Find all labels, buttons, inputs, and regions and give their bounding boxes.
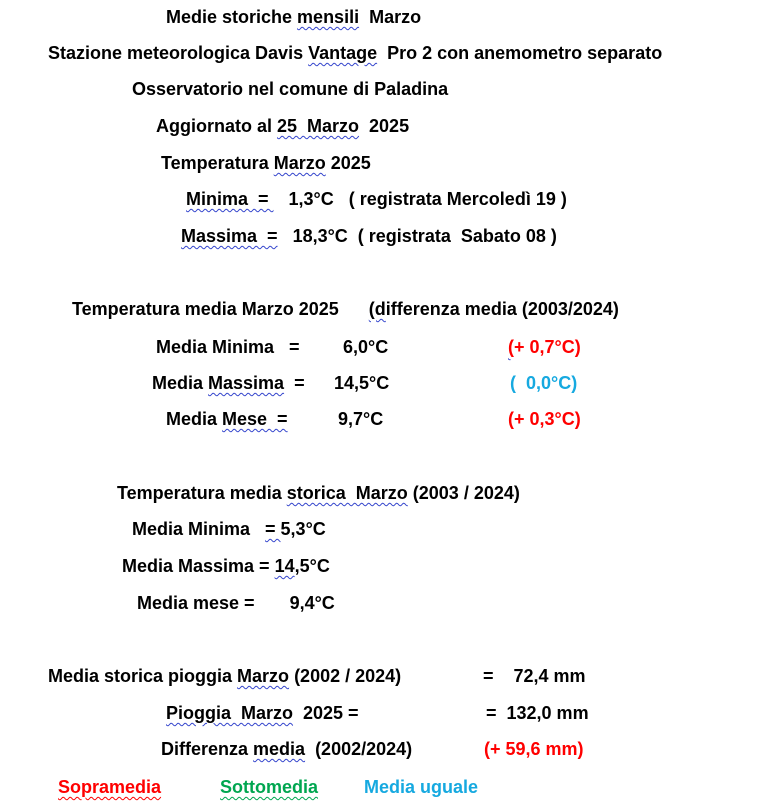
- rain-diff-label: [161, 738, 412, 760]
- historic-heading-part: storica Marzo: [286, 483, 408, 503]
- rain-current-label: [166, 702, 359, 724]
- legend-below: [220, 776, 318, 798]
- current-min-value: 1,3°C ( registrata Mercoledì 19 ): [273, 189, 567, 209]
- rain-part: Media storica pioggia: [48, 666, 238, 686]
- station-part: Pro 2 con anemometro separato: [377, 43, 663, 63]
- monthly-mean-diff: (+ 0,3°C): [508, 409, 581, 429]
- rain-part: 2025 =: [293, 703, 359, 723]
- legend-below-label: Sottomedia: [220, 777, 319, 797]
- rain-part: (2002 / 2024): [289, 666, 402, 686]
- historic-max-line: [122, 555, 330, 577]
- current-heading: [161, 152, 371, 174]
- rain-historic-label: [48, 665, 401, 687]
- current-heading-part: Marzo: [273, 153, 326, 173]
- updated-part: 25 Marzo: [277, 116, 360, 136]
- legend-equal: Media uguale: [364, 777, 479, 797]
- diff-lead: (: [508, 337, 514, 357]
- updated-line: [156, 115, 409, 137]
- label-part: Massima: [208, 373, 285, 393]
- current-min-label: Minima =: [186, 189, 274, 209]
- historic-max-value: ,5°C: [294, 556, 330, 576]
- title-part: Marzo: [359, 7, 422, 27]
- monthly-min-label: Media Minima =: [156, 337, 300, 357]
- historic-min-label: Media Minima: [132, 519, 266, 539]
- current-heading-part: Temperatura: [161, 153, 274, 173]
- monthly-max-diff: ( 0,0°C): [510, 373, 578, 393]
- current-heading-part: 2025: [325, 153, 371, 173]
- diff-rest: + 0,7°C): [514, 337, 581, 357]
- monthly-heading-part: Temperatura media Marzo 2025: [72, 299, 369, 319]
- historic-min-value: 5,3°C: [280, 519, 326, 539]
- historic-min-line: [132, 518, 326, 540]
- title-part: Medie storiche: [166, 7, 298, 27]
- legend-above-label: Sopramedia: [58, 777, 162, 797]
- rain-diff-value: (+ 59,6 mm): [484, 739, 584, 759]
- title-part: mensili: [297, 7, 360, 27]
- monthly-mean-label: [166, 408, 288, 430]
- historic-heading-part: Temperatura media: [117, 483, 287, 503]
- monthly-avg-heading: [72, 298, 619, 320]
- monthly-heading-part: ifferenza media (2003/2024): [385, 299, 619, 319]
- label-part: Media: [152, 373, 209, 393]
- station-part: Vantage: [308, 43, 378, 63]
- updated-part: Aggiornato al: [156, 116, 277, 136]
- observatory-line: Osservatorio nel comune di Paladina: [132, 79, 449, 99]
- monthly-min-diff: [508, 336, 581, 358]
- station-part: Stazione meteorologica Davis: [48, 43, 309, 63]
- label-part: Media: [166, 409, 223, 429]
- updated-part: 2025: [359, 116, 410, 136]
- current-min-line: [186, 188, 567, 210]
- monthly-heading-part: (d: [368, 299, 386, 319]
- label-part: Mese =: [222, 409, 288, 429]
- legend-above: [58, 776, 161, 798]
- historic-mean-line: Media mese = 9,4°C: [137, 593, 335, 613]
- rain-part: (2002/2024): [305, 739, 413, 759]
- historic-heading: [117, 482, 520, 504]
- monthly-mean-value: 9,7°C: [338, 409, 384, 429]
- page-title: [166, 6, 421, 28]
- historic-heading-part: (2003 / 2024): [407, 483, 520, 503]
- rain-part: media: [253, 739, 306, 759]
- monthly-min-value: 6,0°C: [343, 337, 389, 357]
- rain-current-value: = 132,0 mm: [486, 703, 589, 723]
- rain-part: Marzo: [237, 666, 290, 686]
- historic-max-value: 14: [274, 556, 295, 576]
- label-part: =: [284, 373, 305, 393]
- rain-part: Pioggia Marzo: [166, 703, 294, 723]
- current-max-value: 18,3°C ( registrata Sabato 08 ): [277, 226, 557, 246]
- rain-historic-value: = 72,4 mm: [483, 666, 586, 686]
- historic-max-label: Media Massima =: [122, 556, 275, 576]
- historic-min-eq: =: [265, 519, 281, 539]
- monthly-max-label: [152, 372, 305, 394]
- station-line: [48, 42, 662, 64]
- current-max-label: Massima =: [181, 226, 278, 246]
- current-max-line: [181, 225, 557, 247]
- rain-part: Differenza: [161, 739, 254, 759]
- monthly-max-value: 14,5°C: [334, 373, 390, 393]
